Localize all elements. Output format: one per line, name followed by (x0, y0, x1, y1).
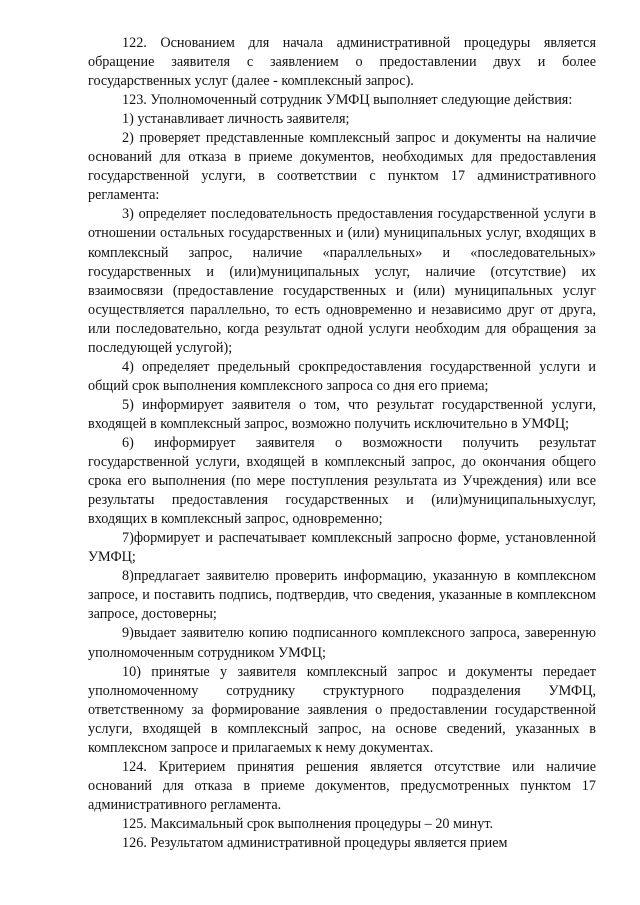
list-item-8: 8)предлагает заявителю проверить информацию, указанную в комплексном запросе, и поставить подпись, подтвердив, что сведения, указанные в комплексном запросе, достоверны; (88, 568, 596, 623)
list-item-6: 6) информирует заявителя о возможности получить результат государственной услуги, входящей в комплексный запрос, до окончания общего срока его выполнения (по мере поступления результата из Учреждения) или все результаты предоставления государственных и (или)муниципальныхуслуг, входящих в комплексный запрос, одновременно; (88, 434, 596, 528)
list-item-10: 10) принятые у заявителя комплексный запрос и документы передает уполномоченному сотруднику структурного подразделения УМФЦ, ответственному за формирование заявления о предоставлении государственной услуги, входящей в комплексный запрос, на основе сведений, указанных в комплексном запросе и прилагаемых к нему документах. (88, 663, 596, 756)
list-item-4: 4) определяет предельный срокпредоставления государственной услуги и общий срок выполнения комплексного запроса со дня его приема; (88, 358, 596, 394)
paragraph-125: 125. Максимальный срок выполнения процедуры – 20 минут. (122, 815, 493, 832)
list-item-3: 3) определяет последовательность предоставления государственной услуги в отношении остальных государственных и (или) муниципальных услуг, входящих в комплексный запрос, наличие «параллельных» и «последовательных» государственных и (или)муниципальных услуг, наличие (отсутствие) их взаимосвязи (предоставление государственных и (или) муниципальных услуг осуществляется параллельно, то есть одновременно и независимо друг от друга, или последовательно, когда результат одной услуги необходим для обращения за последующей услугой); (88, 206, 596, 356)
paragraph-123: 123. Уполномоченный сотрудник УМФЦ выполняет следующие действия: (122, 92, 573, 109)
list-item-5: 5) информирует заявителя о том, что результат государственной услуги, входящей в комплексный запрос, возможно получить исключительно в УМФЦ; (88, 396, 596, 432)
list-item-2: 2) проверяет представленные комплексный запрос и документы на наличие оснований для отказа в приеме документов, необходимых для предоставления государственной услуги, в соответствии с пунктом 17 административного регламента: (88, 130, 596, 204)
document-page (88, 34, 596, 853)
paragraph-126: 126. Результатом административной процедуры является прием (122, 834, 508, 851)
paragraph-122: 122. Основанием для начала административной процедуры является обращение заявителя с заявлением о предоставлении двух и более государственных услуг (далее - комплексный запрос). (88, 35, 596, 90)
paragraph-124: 124. Критерием принятия решения является отсутствие или наличие оснований для отказа в приеме документов, предусмотренных пунктом 17 административного регламента. (88, 758, 596, 813)
list-item-7: 7)формирует и распечатывает комплексный запросно форме, установленной УМФЦ; (88, 530, 596, 566)
list-item-1: 1) устанавливает личность заявителя; (122, 111, 350, 128)
list-item-9: 9)выдает заявителю копию подписанного комплексного запроса, заверенную уполномоченным сотрудником УМФЦ; (88, 625, 596, 661)
